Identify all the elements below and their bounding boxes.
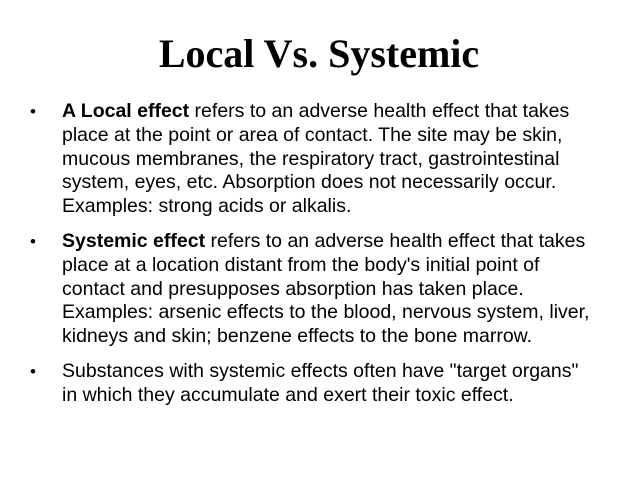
slide-title: Local Vs. Systemic [158,31,480,76]
bullet-item-systemic-effect [30,230,590,349]
bullet-lead-term: Systemic effect [62,229,206,252]
bullet-item-target-organs [30,360,590,408]
bullet-dot-icon: • [30,231,36,251]
bullet-lead-term: A Local effect [62,100,190,122]
bullet-list [30,100,590,419]
bullet-text: refers to an adverse health effect that takes place at the point or area of contact. The site may be skin, mucous membranes, the respiratory tract, gastrointestinal system, eyes, etc. Absorption does not necessarily occur. Examples: strong acids or alkalis. [62,100,570,218]
bullet-text: refers to an adverse health effect that takes place at a location distant from the body's initial point of contact and presupposes absorption has taken place. Examples: arsenic effects to the blood, nervous system, liver, kidneys and skin; benzene effects to the bone marrow. [62,229,590,348]
bullet-item-local-effect [30,100,590,219]
bullet-dot-icon: • [30,361,36,381]
bullet-text: Substances with systemic effects often have "target organs" in which they accumulate and exert their toxic effect. [62,359,579,406]
bullet-dot-icon: • [30,102,36,121]
